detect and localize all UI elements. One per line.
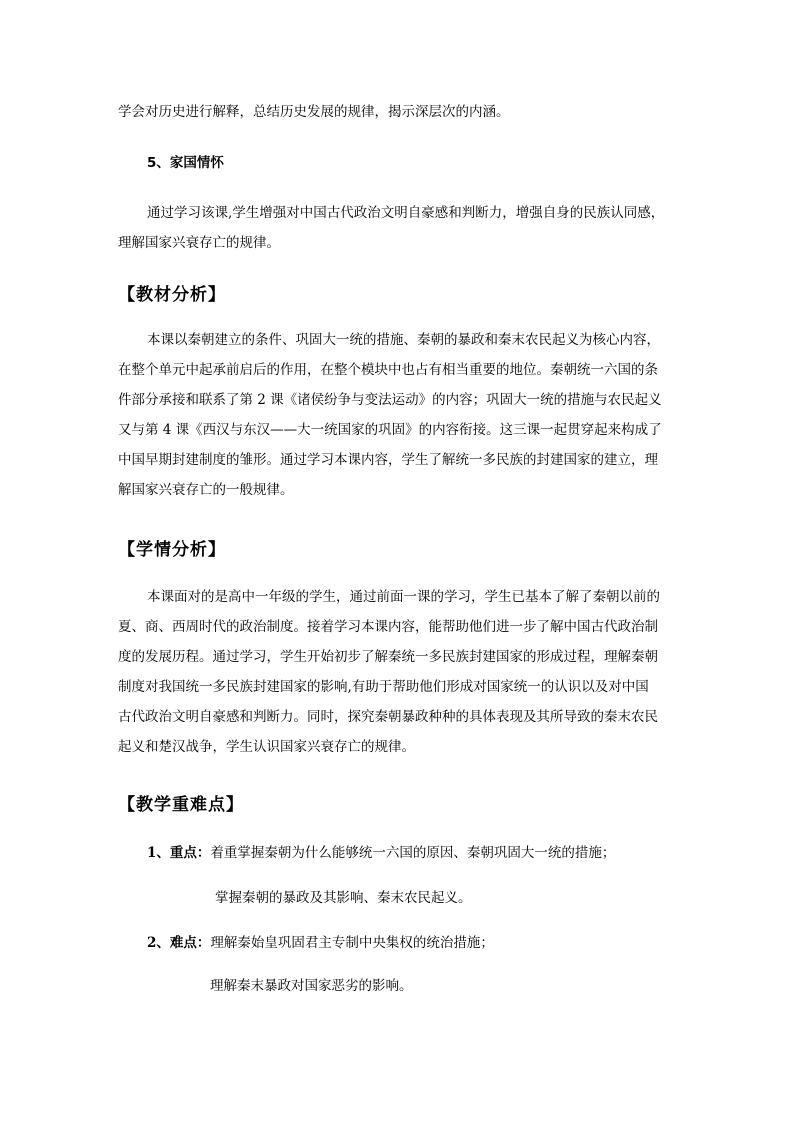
difficulty-label: 2、难点： [147,935,211,951]
paragraph-line: 夏、商、西周时代的政治制度。接着学习本课内容，能帮助他们进一步了解中国古代政治制 [118,619,658,635]
paragraph-line: 件部分承接和联系了第 2 课《诸侯纷争与变法运动》的内容；巩固大一统的措施与农民起义 [118,392,662,408]
paragraph-line: 解国家兴衰存亡的一般规律。 [118,482,294,498]
focus-line [118,839,707,867]
focus-label: 1、重点： [147,845,211,861]
paragraph-line: 本课面对的是高中一年级的学生，通过前面一课的学习，学生已基本了解了秦朝以前的 [147,589,660,605]
paragraph-line: 通过学习该课,学生增强对中国古代政治文明自豪感和判断力，增强自身的民族认同感， [147,205,665,221]
paragraph-line: 中国早期封建制度的雏形。通过学习本课内容，学生了解统一多民族的封建国家的建立，理 [118,452,658,468]
textbook-analysis-paragraph [118,325,678,505]
paragraph-line: 起义和楚汉战争，学生认识国家兴衰存亡的规律。 [118,739,415,755]
focus-text: 着重掌握秦朝为什么能够统一六国的原因、秦朝巩固大一统的措施； [210,845,616,861]
textbook-analysis-heading: 【教材分析】 [118,285,226,305]
paragraph-line: 制度对我国统一多民族封建国家的影响,有助于帮助他们形成对国家统一的认识以及对中国 [118,679,649,695]
difficulty-line-2: 理解秦末暴政对国家恶劣的影响。 [210,978,413,994]
patriotism-paragraph [118,198,678,258]
paragraph-line: 理解国家兴衰存亡的规律。 [118,235,280,251]
paragraph-line: 度的发展历程。通过学习，学生开始初步了解秦统一多民族封建国家的形成过程，理解秦朝 [118,649,658,665]
intro-line: 学会对历史进行解释，总结历史发展的规律，揭示深层次的内涵。 [118,104,510,120]
student-analysis-paragraph [118,582,678,762]
difficulty-line [118,929,707,957]
focus-line-2: 掌握秦朝的暴政及其影响、秦末农民起义。 [215,890,472,906]
key-points-heading: 【教学重难点】 [118,795,244,815]
paragraph-line: 又与第 4 课《西汉与东汉——大一统国家的巩固》的内容衔接。这三课一起贯穿起来构成了 [118,422,662,438]
paragraph-line: 本课以秦朝建立的条件、巩固大一统的措施、秦朝的暴政和秦末农民起义为核心内容， [147,332,660,348]
paragraph-line: 在整个单元中起承前启后的作用，在整个模块中也占有相当重要的地位。秦朝统一六国的条 [118,362,658,378]
student-analysis-heading: 【学情分析】 [118,540,226,560]
difficulty-text: 理解秦始皇巩固君主专制中央集权的统治措施； [210,935,494,951]
patriotism-heading: 5、家国情怀 [147,155,224,171]
paragraph-line: 古代政治文明自豪感和判断力。同时，探究秦朝暴政种种的具体表现及其所导致的秦末农民 [118,709,658,725]
